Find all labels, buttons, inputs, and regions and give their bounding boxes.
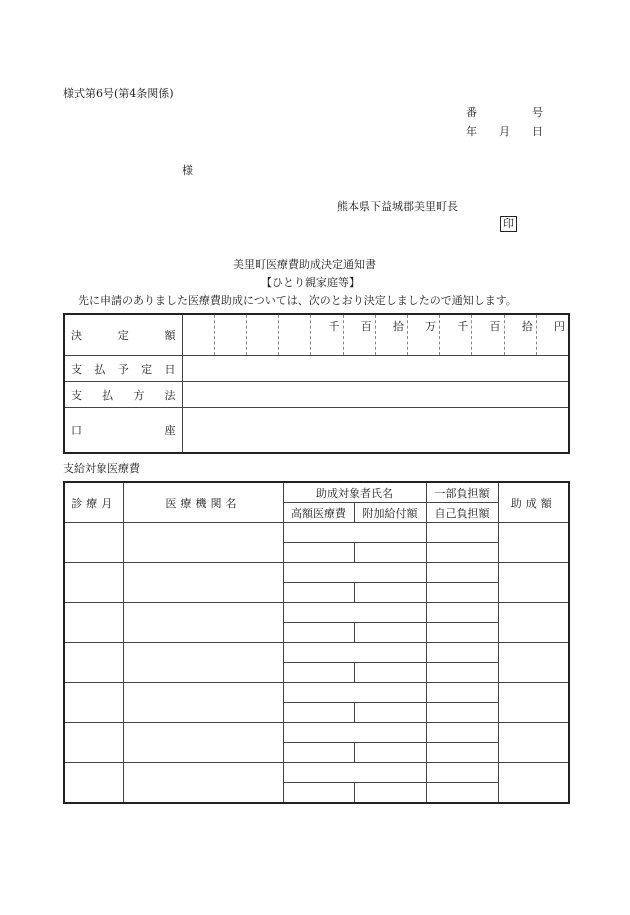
addressee-suffix: 様 [182,164,193,177]
month-cell[interactable] [64,683,123,723]
institution-cell[interactable] [123,763,283,804]
digit-cell: 百 [472,315,504,355]
account-label: 口 座 [64,408,182,454]
issuer-name: 熊本県下益城郡美里町長 [337,200,458,213]
table-row [64,523,569,543]
additional-benefit-cell[interactable] [354,663,426,683]
high-cost-cell[interactable] [283,663,354,683]
table-row [64,603,569,623]
subject-name-cell[interactable] [283,763,426,783]
additional-benefit-cell[interactable] [354,703,426,723]
institution-cell[interactable] [123,643,283,683]
partial-burden-cell[interactable] [426,603,498,623]
self-burden-cell[interactable] [426,703,498,723]
payment-method-label: 支 払 方 法 [64,382,182,408]
col-header-institution: 医療機関名 [123,482,283,523]
high-cost-cell[interactable] [283,783,354,804]
document-number-label: 番 号 [466,106,543,119]
digit-cell: 拾 [376,315,408,355]
month-cell[interactable] [64,563,123,603]
month-cell[interactable] [64,643,123,683]
self-burden-cell[interactable] [426,783,498,804]
table-row [64,563,569,583]
subsidy-amount-cell[interactable] [498,683,569,723]
self-burden-cell[interactable] [426,583,498,603]
table-row [64,683,569,703]
subject-name-cell[interactable] [283,523,426,543]
col-header-high-cost: 高額医療費 [283,503,354,523]
partial-burden-cell[interactable] [426,643,498,663]
subsidy-amount-cell[interactable] [498,523,569,563]
partial-burden-cell[interactable] [426,563,498,583]
digit-cell: 万 [408,315,440,355]
month-cell[interactable] [64,763,123,804]
section-label: 支給対象医療費 [63,462,140,475]
additional-benefit-cell[interactable] [354,783,426,804]
decision-amount-field[interactable] [182,314,569,356]
account-field[interactable] [182,408,569,454]
subsidy-amount-cell[interactable] [498,643,569,683]
partial-burden-cell[interactable] [426,723,498,743]
additional-benefit-cell[interactable] [354,623,426,643]
self-burden-cell[interactable] [426,543,498,563]
high-cost-cell[interactable] [283,543,354,563]
digit-cell: 円 [553,320,565,333]
institution-cell[interactable] [123,563,283,603]
month-cell[interactable] [64,603,123,643]
decision-table [63,313,570,454]
high-cost-cell[interactable] [283,623,354,643]
high-cost-cell[interactable] [283,703,354,723]
medical-expense-table [63,481,570,804]
institution-cell[interactable] [123,723,283,763]
partial-burden-cell[interactable] [426,683,498,703]
high-cost-cell[interactable] [283,583,354,603]
subsidy-amount-cell[interactable] [498,603,569,643]
high-cost-cell[interactable] [283,743,354,763]
additional-benefit-cell[interactable] [354,543,426,563]
subject-name-cell[interactable] [283,563,426,583]
digit-cell [183,315,215,355]
subject-name-cell[interactable] [283,603,426,623]
month-cell[interactable] [64,723,123,763]
digit-cell: 千 [440,315,472,355]
digit-cell: 拾 [505,315,537,355]
subsidy-amount-cell[interactable] [498,763,569,804]
table-row [64,723,569,743]
digit-cell: 千 [311,315,343,355]
payment-date-label: 支 払 予 定 日 [64,356,182,382]
subsidy-amount-cell[interactable] [498,723,569,763]
digit-cell [215,315,247,355]
self-burden-cell[interactable] [426,623,498,643]
institution-cell[interactable] [123,603,283,643]
institution-cell[interactable] [123,683,283,723]
document-title: 美里町医療費助成決定通知書 [233,258,376,271]
payment-method-field[interactable] [182,382,569,408]
col-header-additional-benefit: 附加給付額 [354,503,426,523]
partial-burden-cell[interactable] [426,763,498,783]
col-header-subject-name: 助成対象者氏名 [283,482,426,503]
month-cell[interactable] [64,523,123,563]
payment-date-field[interactable] [182,356,569,382]
self-burden-cell[interactable] [426,663,498,683]
subject-name-cell[interactable] [283,683,426,703]
digit-cell [279,315,311,355]
col-header-self-burden: 自己負担額 [426,503,498,523]
seal-mark: 印 [500,216,517,232]
digit-cell: 百 [344,315,376,355]
table-row [64,643,569,663]
digit-cell [247,315,279,355]
partial-burden-cell[interactable] [426,523,498,543]
table-row [64,763,569,783]
institution-cell[interactable] [123,523,283,563]
col-header-month: 診療月 [64,482,123,523]
additional-benefit-cell[interactable] [354,583,426,603]
self-burden-cell[interactable] [426,743,498,763]
col-header-partial-burden: 一部負担額 [426,482,498,503]
subsidy-amount-cell[interactable] [498,563,569,603]
subject-name-cell[interactable] [283,643,426,663]
form-number: 様式第6号(第4条関係) [63,87,174,100]
date-label: 年 月 日 [466,125,543,138]
additional-benefit-cell[interactable] [354,743,426,763]
subject-name-cell[interactable] [283,723,426,743]
decision-amount-label: 決 定 額 [64,314,182,356]
document-subtitle: 【ひとり親家庭等】 [261,276,360,289]
col-header-subsidy-amount: 助成額 [498,482,569,523]
intro-text: 先に申請のありました医療費助成については、次のとおり決定しましたので通知します。 [78,294,517,307]
